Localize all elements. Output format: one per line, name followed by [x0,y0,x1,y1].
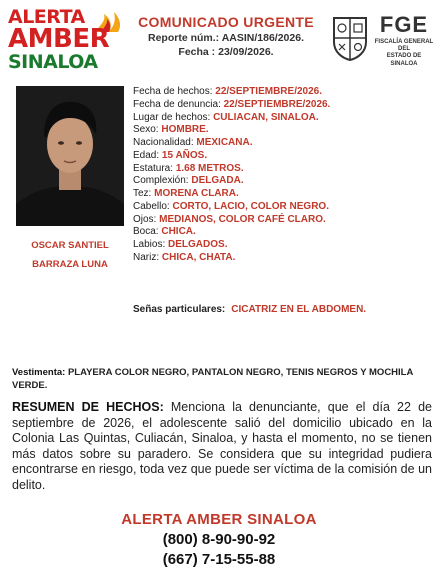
detail-value: 22/SEPTIEMBRE/2026. [223,98,331,110]
detail-label: Complexión: [133,175,189,187]
detail-value: 1.68 METROS. [175,162,244,174]
detail-edad [133,150,433,163]
detail-complexion [133,175,433,188]
detail-lugar-hechos [133,112,433,125]
phone-number-800: (800) 8-90-90-92 [162,531,276,548]
detail-label: Fecha de denuncia: [133,98,221,110]
report-date-value: 23/09/2026. [218,46,274,58]
person-last-names: BARRAZA LUNA [32,259,108,270]
seal-icon [330,14,370,62]
person-first-names: OSCAR SANTIEL [31,240,109,251]
detail-fecha-hechos [133,86,433,99]
senas-label: Señas particulares: [133,304,226,315]
person-name [12,236,128,274]
detail-value: MORENA CLARA. [154,188,239,199]
person-photo [16,86,124,226]
distinguishing-marks [133,304,366,315]
detail-value: MEDIANOS, COLOR CAFÉ CLARO. [159,213,326,225]
report-number-value: AASIN/186/2026. [221,32,304,44]
detail-label: Sexo: [133,124,159,136]
detail-value: DELGADA. [191,175,244,187]
detail-sexo [133,124,433,137]
report-date-label: Fecha : [178,46,216,58]
detail-tez [133,188,433,201]
report-number-line [128,32,324,44]
detail-label: Edad: [133,149,160,161]
detail-nariz [133,252,433,265]
detail-ojos [133,214,433,227]
detail-label: Labios: [133,239,166,250]
detail-value: DELGADOS. [168,239,228,250]
detail-value: 15 AÑOS. [161,149,208,161]
detail-boca [133,226,433,239]
detail-label: Estatura: [133,162,174,174]
person-details-list [133,86,433,265]
logo-line-sinaloa: SINALOA [8,51,98,73]
footer-title: ALERTA AMBER SINALOA [121,511,317,528]
fge-acronym: FGE [379,12,429,37]
page-title: COMUNICADO URGENTE [138,14,314,30]
fge-logo [374,14,434,68]
person-photo-illustration [16,86,124,226]
detail-label: Lugar de hechos: [133,111,211,123]
detail-label: Cabello: [133,200,170,212]
report-number-label: Reporte núm.: [147,32,220,44]
logo-line-amber: AMBER [8,24,110,54]
phone-number-667: (667) 7-15-55-88 [162,551,276,568]
case-summary [12,400,432,493]
senas-value: CICATRIZ EN EL ABDOMEN. [231,304,367,315]
detail-fecha-denuncia [133,99,433,112]
detail-label: Nariz: [133,251,160,263]
detail-label: Ojos: [133,213,157,225]
report-date-line [128,46,324,58]
clothing-description [12,366,432,392]
report-header [128,14,324,58]
detail-value: CORTO, LACIO, COLOR NEGRO. [172,200,329,212]
logo-line-alerta: ALERTA [8,6,85,28]
alerta-amber-logo [8,8,126,74]
detail-value: MEXICANA. [196,137,253,148]
detail-labios [133,239,433,252]
detail-cabello [133,201,433,214]
detail-label: Nacionalidad: [133,137,194,148]
resumen-text: Menciona la denunciante, que el día 22 de septiembre de 2026, el adolescente salió del domicilio ubicado en la Colonia Las Quintas, Culiacán, Sinaloa, y hasta el momento, no se tienen más datos sobre su paradero. Se considera que su integridad pudiera encontrarse en riesgo, toda vez que puede ser víctima de la comisión de un delito. [12,400,432,492]
detail-value: CULIACAN, SINALOA. [213,111,319,123]
detail-value: HOMBRE. [161,124,209,136]
detail-value: CHICA, CHATA. [161,251,236,263]
detail-label: Fecha de hechos: [133,86,213,97]
detail-value: 22/SEPTIEMBRE/2026. [215,86,322,97]
detail-nacionalidad [133,137,433,150]
resumen-label: RESUMEN DE HECHOS: [12,400,164,414]
vestimenta-label: Vestimenta: [12,367,66,378]
detail-estatura [133,163,433,176]
detail-label: Boca: [133,226,159,238]
fge-name-line2: ESTADO DE SINALOA [386,53,422,67]
fge-name-line1: FISCALÍA GENERAL DEL [374,39,434,53]
detail-value: CHICA. [161,226,196,238]
vestimenta-value: PLAYERA COLOR NEGRO, PANTALON NEGRO, TENIS NEGROS Y MOCHILA VERDE. [12,367,413,391]
detail-label: Tez: [133,188,152,199]
